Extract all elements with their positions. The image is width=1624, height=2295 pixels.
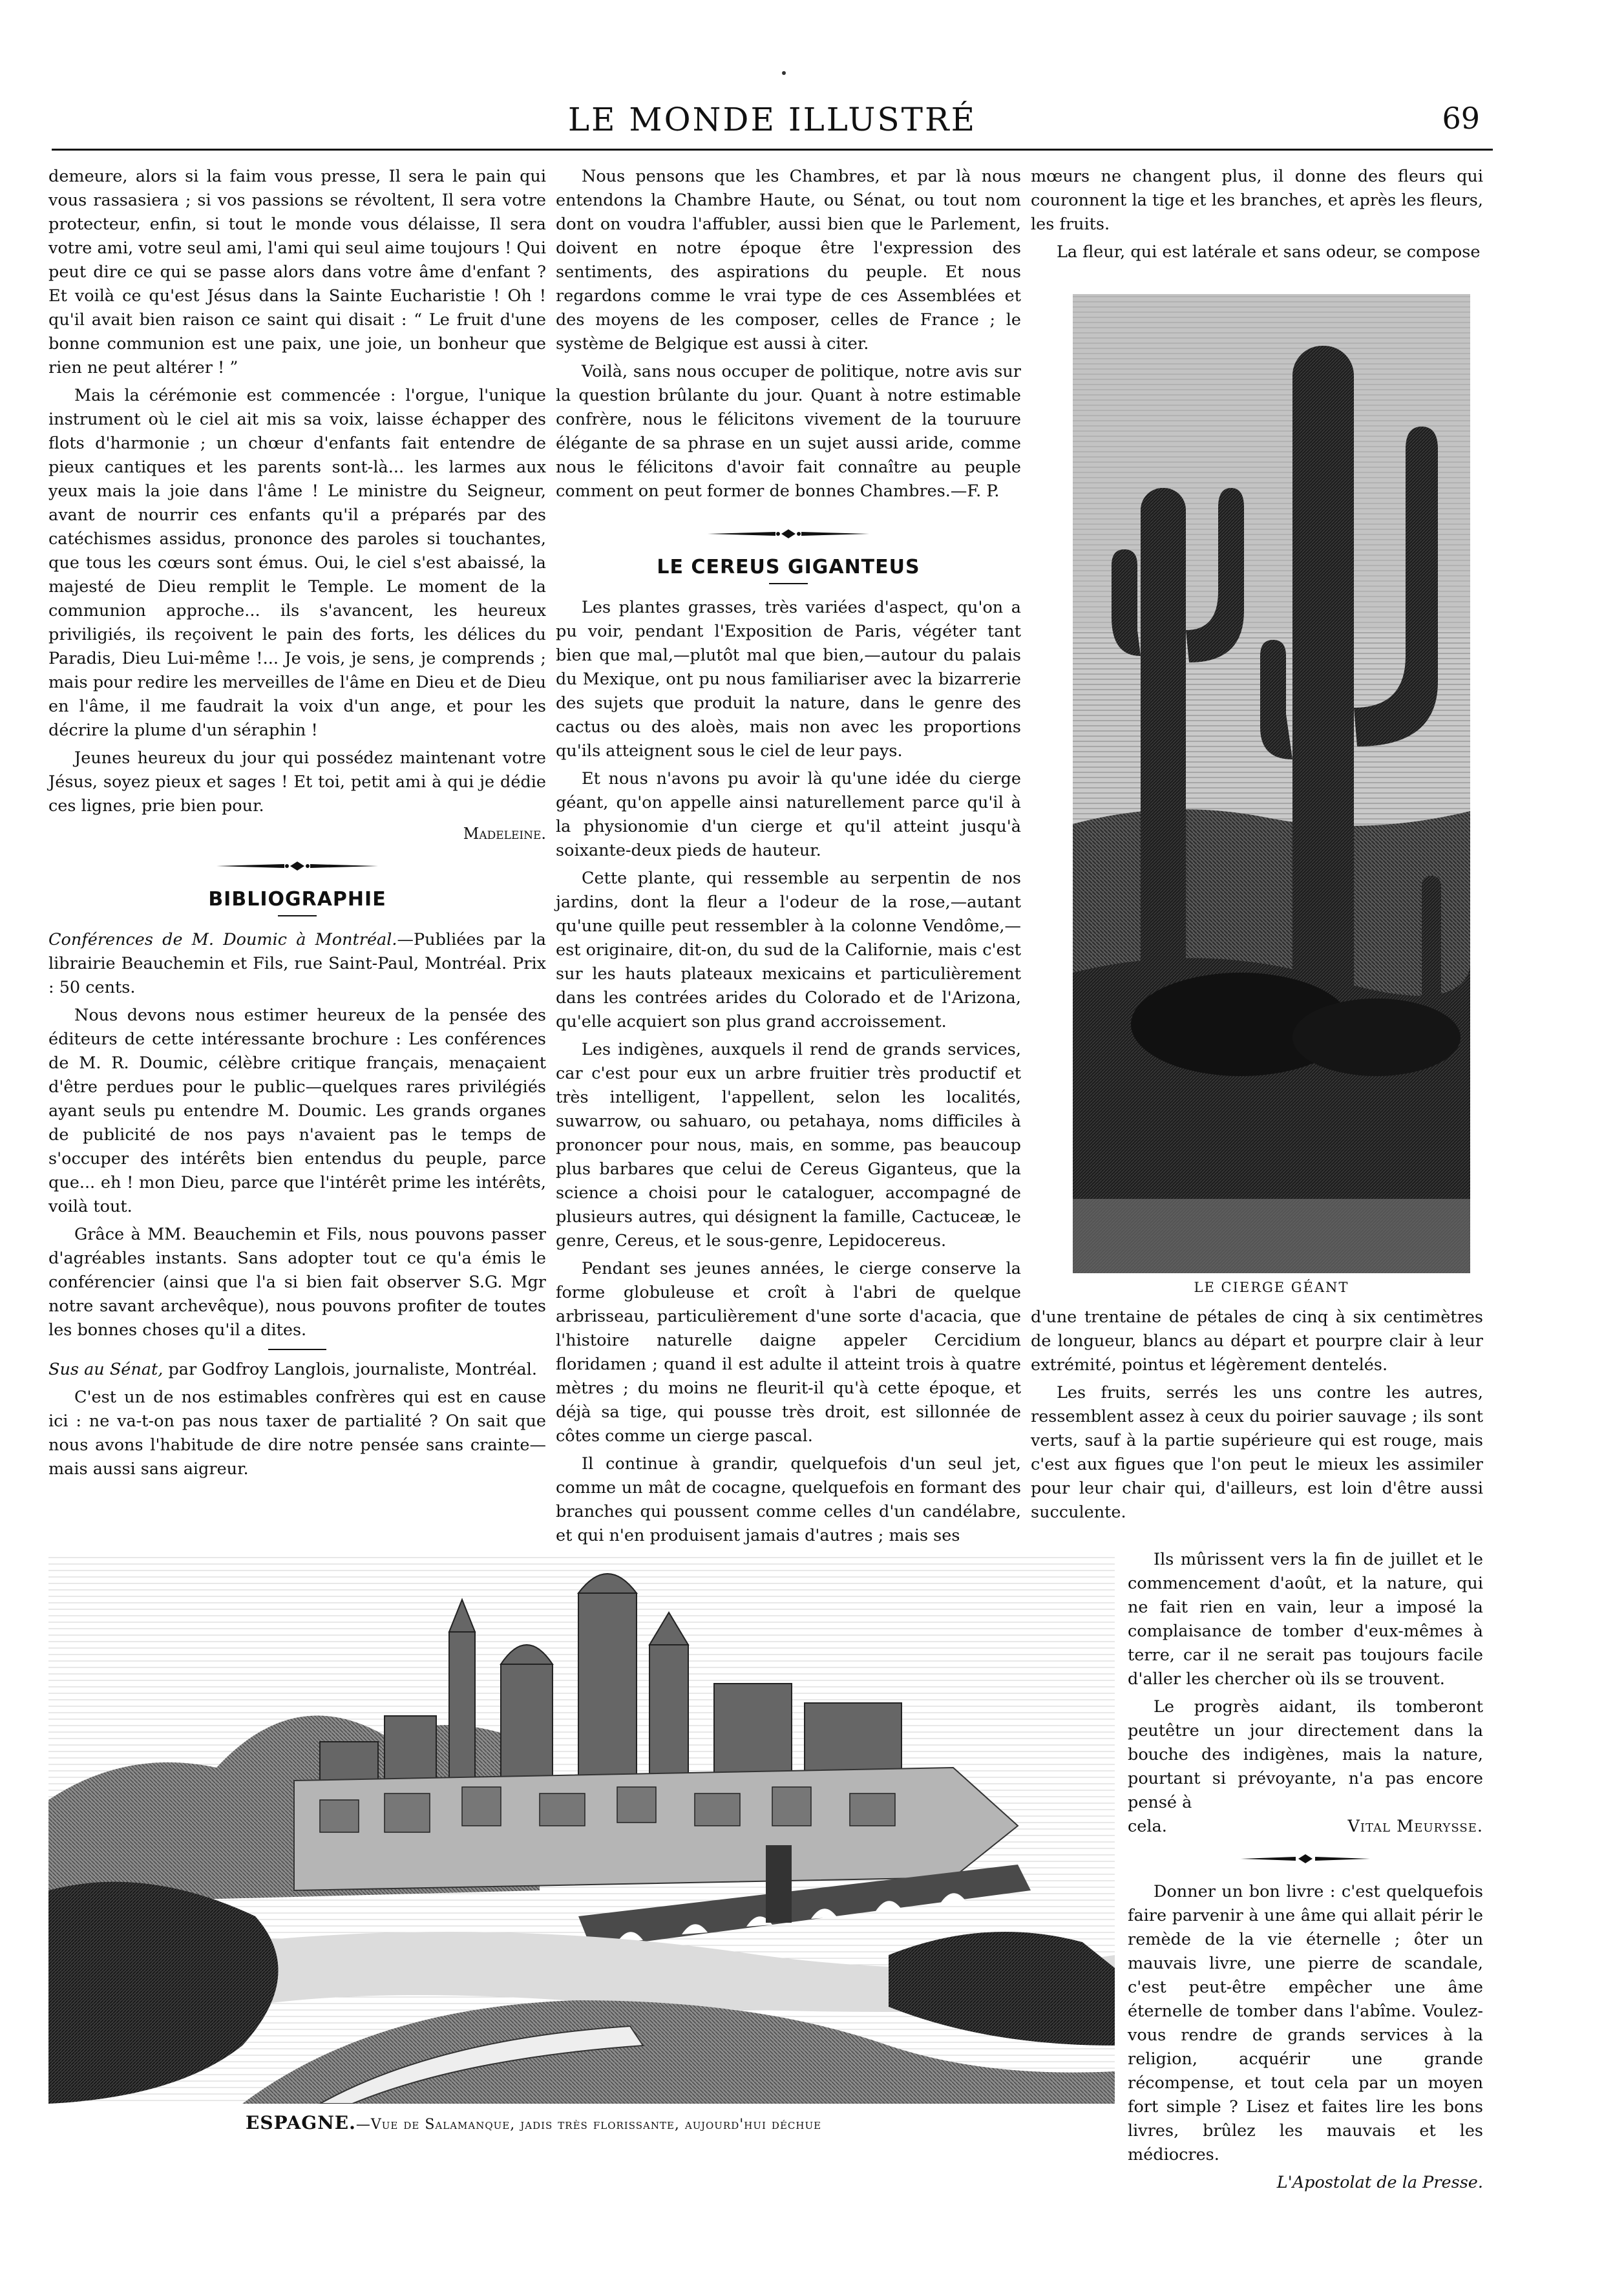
signature-madeleine: Madeleine. [463,825,546,843]
paragraph: Et nous n'avons pu avoir là qu'une idée du cierge géant, qu'on appelle ainsi naturellement parce qu'il à la physionomie d'un cierge et qu'il atteint jusqu'à soixante-deux pieds de hauteur. [556,769,1021,860]
paragraph: Jeunes heureux du jour qui possédez maintenant votre Jésus, soyez pieux et sages ! Et toi, petit ami à qui je dédie ces lignes, prie bien pour. [48,748,546,816]
column-3-bottom [1128,1548,1483,2195]
paragraph: Voilà, sans nous occuper de politique, notre avis sur la question brûlante du jour. Quant à notre estimable confrère, nous le félicitons vivement de la touruure élégante de sa phrase en un sujet aussi aride, comme nous le félicitons d'avoir fait connaître au peuple comment on peut former de bonnes Chambres.—F. P. [556,362,1021,501]
ornamental-separator [1128,1854,1483,1863]
bib-title: Conférences de M. Doumic à Montréal. [48,930,397,949]
print-mark [782,71,786,75]
cereus-heading: LE CEREUS GIGANTEUS [657,556,920,578]
bibliography-entry-doumic [48,928,546,1000]
giant-cactus-engraving-icon [1073,294,1470,1273]
signature-row [1128,1815,1483,1839]
bibliography-entry-langlois [48,1358,546,1382]
caption-lead: ESPAGNE. [246,2112,356,2133]
paragraph: Grâce à MM. Beauchemin et Fils, nous pouvons passer d'agréables instants. Sans adopter tout ce qu'a émis le conférencier (ainsi que l'a si bien fait observer S.G. Mgr notre savant archevêque), nous pouvons profiter de toutes les bonnes choses qu'il a dites. [48,1225,546,1340]
cactus-illustration [1073,294,1470,1273]
paragraph: Le progrès aidant, ils tomberont peutêtre un jour directement dans la bouche des indigènes, mais la nature, pourtant si prévoyante, n'a pas encore pensé à [1128,1697,1483,1812]
bib-details: par Godfroy Langlois, journaliste, Montréal. [163,1360,537,1379]
paragraph: Ils mûrissent vers la fin de juillet et le commencement d'août, et la nature, qui ne fait rien en vain, leur a imposé la complaisance de tomber d'eux-mêmes à terre, car il ne serait pas toujours facile d'aller les chercher où ils se trouvent. [1128,1550,1483,1689]
column-3-middle [1031,1306,1483,1528]
column-2 [556,165,1021,1552]
paragraph: C'est un de nos estimables confrères qui est en cause ici : ne va-t-on pas nous taxer de partialité ? On sait que nous avons l'habitude de dire notre pensée sans crainte—mais aussi sans aigreur. [48,1388,546,1479]
column-1 [48,165,546,1485]
heading-rule [769,583,808,584]
journal-title: LE MONDE ILLUSTRÉ [567,101,977,138]
salamanca-city-engraving-icon [48,1554,1115,2104]
paragraph: mœurs ne changent plus, il donne des fleurs qui couronnent la tige et les branches, et après les fleurs, les fruits. [1031,167,1483,234]
masthead [52,97,1493,151]
source-credit: L'Apostolat de la Presse. [1276,2173,1483,2192]
bibliographie-heading: BIBLIOGRAPHIE [208,888,386,911]
paragraph: Il continue à grandir, quelquefois d'un seul jet, comme un mât de cocagne, quelquefois en formant des branches qui poussent comme celles d'un candélabre, et qui n'en produisent jamais d'autres ; mais ses [556,1454,1021,1545]
paragraph: Nous pensons que les Chambres, et par là nous entendons la Chambre Haute, ou Sénat, ou tout nom dont on voudra l'affubler, aussi bien que le Parlement, doivent en notre époque être l'expression des sentiments, des aspirations du peuple. Et nous regardons comme le vrai type de ces Assemblées et des moyens de les composer, celles de France ; le système de Belgique est aussi à citer. [556,167,1021,354]
paragraph: Les fruits, serrés les uns contre les autres, ressemblent assez à ceux du poirier sauvage ; ils sont verts, sauf à la partie supérieure qui est rouge, mais c'est aux figues que l'on peut le mieux les assimiler pour leur chair qui, d'ailleurs, est loin d'être aussi succulente. [1031,1383,1483,1522]
ornamental-separator [556,529,1021,538]
paragraph: Les plantes grasses, très variées d'aspect, qu'on a pu voir, pendant l'Exposition de Paris, végéter tant bien que mal,—plutôt mal que bien,—autour du palais du Mexique, ont pu nous familiariser avec la bizarrerie des sujets que produit la nature, dans le genre des cactus ou des aloès, mais non avec les proportions qu'ils atteignent sous le ciel de leur pays. [556,598,1021,761]
bib-title: Sus au Sénat, [48,1360,163,1379]
separator-ornament-icon [708,529,869,538]
paragraph: demeure, alors si la faim vous presse, Il sera le pain qui vous rassasiera ; si vos passions se révoltent, Il sera votre protecteur, enfin, si tout le monde vous délaisse, Il sera votre ami, votre seul ami, l'ami qui seul aime toujours ! Qui peut dire ce qui se passe alors dans votre âme d'enfant ? Et voilà ce qu'est Jésus dans la Sainte Eucharistie ! Oh ! qu'il avait bien raison ce saint qui disait : “ Le fruit d'une bonne communion est une paix, une joie, un bonheur que rien ne peut altérer ! ” [48,167,546,377]
column-3-top [1031,165,1483,268]
cactus-figure-caption: LE CIERGE GÉANT [1194,1280,1349,1295]
paragraph: Pendant ses jeunes années, le cierge conserve la forme globuleuse et croît à l'abri de quelque arbrisseau, particulièrement d'une sorte d'acacia, que l'histoire naturelle daigne appeler Cercidium floridamen ; quand il est adulte il atteint trois à quatre mètres ; du moins ne fleurit-il qu'à cette époque, et déjà sa tige, qui pousse très droit, est sillonnée de côtes comme un cierge pascal. [556,1259,1021,1446]
paragraph-end: cela. [1128,1817,1167,1836]
ornamental-separator [48,862,546,871]
divider [268,1349,326,1350]
signature-meurysse: Vital Meurysse. [1347,1817,1483,1836]
paragraph: Les indigènes, auxquels il rend de grands services, car c'est pour eux un arbre fruitier très productif et très intelligent, l'appellent, selon les localités, suwarrow, ou sahuaro, ou petahaya, noms difficiles à prononcer pour nous, mais, en somme, pas beaucoup plus barbares que celui de Cereus Giganteus, que la science a choisi pour le cataloguer, accompagné de plusieurs autres, qui désignent la famille, Cactuceæ, le genre, Cereus, et le sous-genre, Lepidocereus. [556,1040,1021,1251]
salamanca-figure-caption [246,2112,1112,2133]
heading-rule [278,915,317,916]
bib-details: —Publiées par la librairie Beauchemin et Fils, rue Saint-Paul, Montréal. Prix : 50 cents. [48,930,546,997]
salamanca-illustration [48,1554,1115,2104]
paragraph: Donner un bon livre : c'est quelquefois faire parvenir à une âme qui allait périr le remède de la vie éternelle ; ôter un mauvais livre, une pierre de scandale, c'est peut-être empêcher une âme éternelle de tomber dans l'abîme. Voulez-vous rendre de grands services à la religion, acquérir une grande récompense, et tout cela par un moyen fort simple ? Lisez et faites lire les bons livres, brûlez les mauvais et les médiocres. [1128,1882,1483,2164]
paragraph: d'une trentaine de pétales de cinq à six centimètres de longueur, blancs au départ et pourpre clair à leur extrémité, pointus et légèrement dentelés. [1031,1307,1483,1375]
separator-ornament-icon [1241,1854,1370,1863]
separator-ornament-icon [216,862,378,871]
page-number: 69 [1442,101,1480,136]
paragraph: Nous devons nous estimer heureux de la pensée des éditeurs de cette intéressante brochure : Les conférences de M. R. Doumic, célèbre critique français, menaçaient d'être perdues pour le public—quelques rares privilégiés ayant seuls pu entendre M. Doumic. Les grands organes de publicité de nos pays n'avaient pas le temps de s'occuper des intérêts bien entendus du peuple, parce que... eh ! mon Dieu, parce que l'intérêt prime les intérêts, voilà tout. [48,1006,546,1216]
caption-text: —Vue de Salamanque, jadis très florissante, aujourd'hui déchue [355,2117,822,2133]
paragraph: Mais la cérémonie est commencée : l'orgue, l'unique instrument où le ciel ait mis sa voix, laisse échapper des flots d'harmonie ; un chœur d'enfants fait entendre de pieux cantiques et les parents sont-là... les larmes aux yeux mais la joie dans l'âme ! Le ministre du Seigneur, avant de nourrir ces enfants qu'il a préparés par des catéchismes assidus, prononce des paroles si touchantes, que tous les cœurs sont émus. Oui, le ciel s'est abaissé, la majesté de Dieu remplit le Temple. Le moment de la communion approche... ils s'avancent, les heureux priviligiés, ils reçoivent le pain des forts, les délices du Paradis, Dieu Lui-même !... Je vois, je sens, je comprends ; mais pour redire les merveilles de l'âme en Dieu et de Dieu en l'âme, il me faudrait la voix d'un ange, et pour les décrire la plume d'un séraphin ! [48,386,546,740]
paragraph: Cette plante, qui ressemble au serpentin de nos jardins, dont la fleur a l'odeur de la rose,—autant qu'une quille peut ressembler à la colonne Vendôme,—est originaire, dit-on, du sud de la Californie, mais c'est sur les hauts plateaux mexicains et particulièrement dans les contrées arides du Colorado et de l'Arizona, qu'elle acquiert son plus grand accroissement. [556,869,1021,1031]
paragraph: La fleur, qui est latérale et sans odeur, se compose [1057,242,1481,262]
